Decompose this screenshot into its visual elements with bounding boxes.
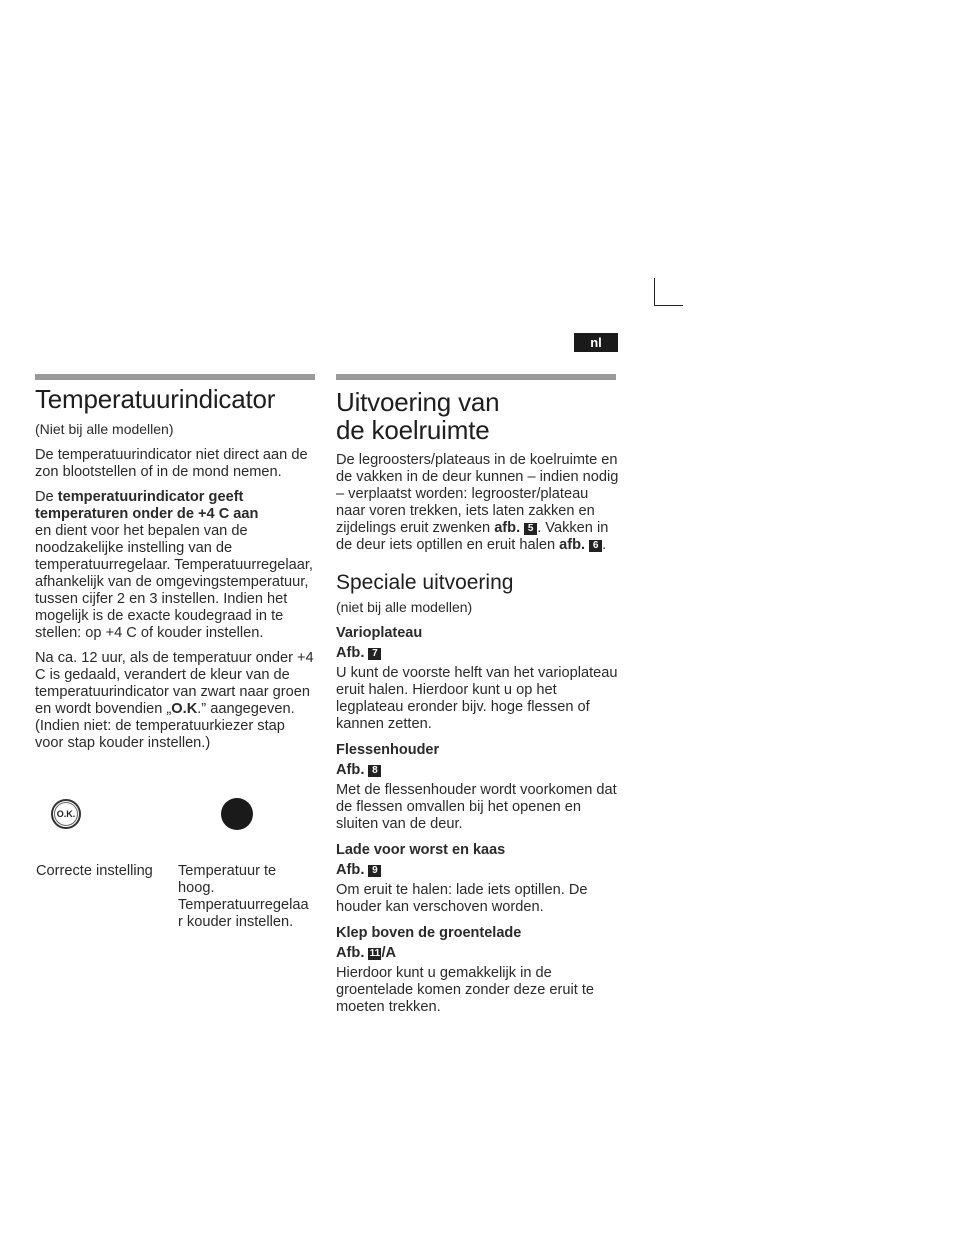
section-text: Om eruit te halen: lade iets optillen. De houder kan verschoven worden. bbox=[336, 882, 588, 915]
temperatuurindicator-title: Temperatuurindicator bbox=[35, 384, 276, 414]
figure-number-badge: 9 bbox=[368, 865, 381, 877]
caption-temperature-too-high: Temperatuur te hoog. Temperatuurregelaa r kouder instellen. bbox=[178, 863, 309, 930]
section-title: Varioplateau bbox=[336, 625, 423, 641]
section-title: Flessenhouder bbox=[336, 742, 440, 758]
crop-mark-vertical bbox=[654, 278, 655, 306]
figure-number-badge: 5 bbox=[524, 523, 537, 535]
right-paragraph-1: De legroosters/plateaus in de koelruimte en de vakken in de deur kunnen – indien nodig – verplaatst worden: legrooster/plateau naar voren trekken, iets laten zakken en zijdelings eruit zwenken afb. 5 . Vakken in de deur iets optillen en eruit halen afb. 6 . bbox=[336, 452, 619, 553]
koelruimte-title: Uitvoering van de koelruimte bbox=[336, 387, 500, 445]
figure-number-badge: 7 bbox=[368, 648, 381, 660]
figure-reference: afb. bbox=[559, 537, 586, 553]
right-column bbox=[336, 388, 621, 1016]
caption-correct-setting: Correcte instelling bbox=[36, 863, 153, 879]
figure-number-badge: 11 bbox=[369, 948, 381, 959]
left-paragraph-3: Na ca. 12 uur, als de temperatuur onder +4 C is gedaald, verandert de kleur van de temperatuurindicator van zwart naar groen en wordt bovendien „O.K.” aangegeven. (Indien niet: de temperatuurkiezer stap voor stap kouder instellen.) bbox=[35, 650, 314, 751]
left-paragraph-2: De temperatuurindicator geeft temperaturen onder de +4 C aan en dient voor het bepalen van de noodzakelijke instelling van de temperatuurregelaar. Temperatuurregelaar, afhankelijk van de omgevingstemperatuur, tussen cijfer 2 en 3 instellen. Indien het mogelijk is de exacte koudegraad in te stellen: op +4 C of kouder instellen. bbox=[35, 489, 313, 641]
figure-reference: Afb. 7 bbox=[336, 645, 621, 662]
right-availability-note: (niet bij alle modellen) bbox=[336, 599, 473, 615]
section-flessenhouder bbox=[336, 742, 621, 833]
ok-indicator-label: O.K. bbox=[54, 802, 78, 826]
section-title: Lade voor worst en kaas bbox=[336, 842, 506, 858]
speciale-uitvoering-heading: Speciale uitvoering bbox=[336, 571, 514, 594]
section-text: Hierdoor kunt u gemakkelijk in de groentelade komen zonder deze eruit te moeten trekken. bbox=[336, 965, 594, 1015]
right-section-rule bbox=[336, 374, 616, 380]
figure-number-badge: 6 bbox=[589, 540, 602, 552]
section-lade-worst-kaas bbox=[336, 842, 621, 916]
dark-indicator-icon bbox=[221, 798, 253, 830]
indicator-statement: temperatuurindicator geeft temperaturen onder de +4 C aan bbox=[35, 489, 259, 522]
left-availability-note: (Niet bij alle modellen) bbox=[35, 421, 174, 437]
crop-mark-horizontal bbox=[654, 305, 683, 306]
section-text: U kunt de voorste helft van het varioplateau eruit halen. Hierdoor kunt u op het legplateau eronder bijv. hoge flessen of kannen zetten. bbox=[336, 665, 618, 732]
section-varioplateau bbox=[336, 625, 621, 733]
figure-reference: Afb. 8 bbox=[336, 762, 621, 779]
language-badge: nl bbox=[574, 333, 618, 352]
figure-number-badge: 8 bbox=[368, 765, 381, 777]
section-text: Met de flessenhouder wordt voorkomen dat de flessen omvallen bij het openen en sluiten van de deur. bbox=[336, 782, 617, 832]
left-column bbox=[35, 385, 317, 752]
left-section-rule bbox=[35, 374, 315, 380]
section-title: Klep boven de groentelade bbox=[336, 925, 522, 941]
figure-reference: Afb. 11/A bbox=[336, 945, 397, 961]
left-paragraph-1: De temperatuurindicator niet direct aan de zon blootstellen of in de mond nemen. bbox=[35, 447, 308, 480]
figure-reference: Afb. 9 bbox=[336, 862, 621, 879]
section-klep-groentelade bbox=[336, 925, 621, 1016]
ok-indicator-icon bbox=[51, 799, 81, 829]
figure-reference: afb. bbox=[494, 520, 521, 536]
